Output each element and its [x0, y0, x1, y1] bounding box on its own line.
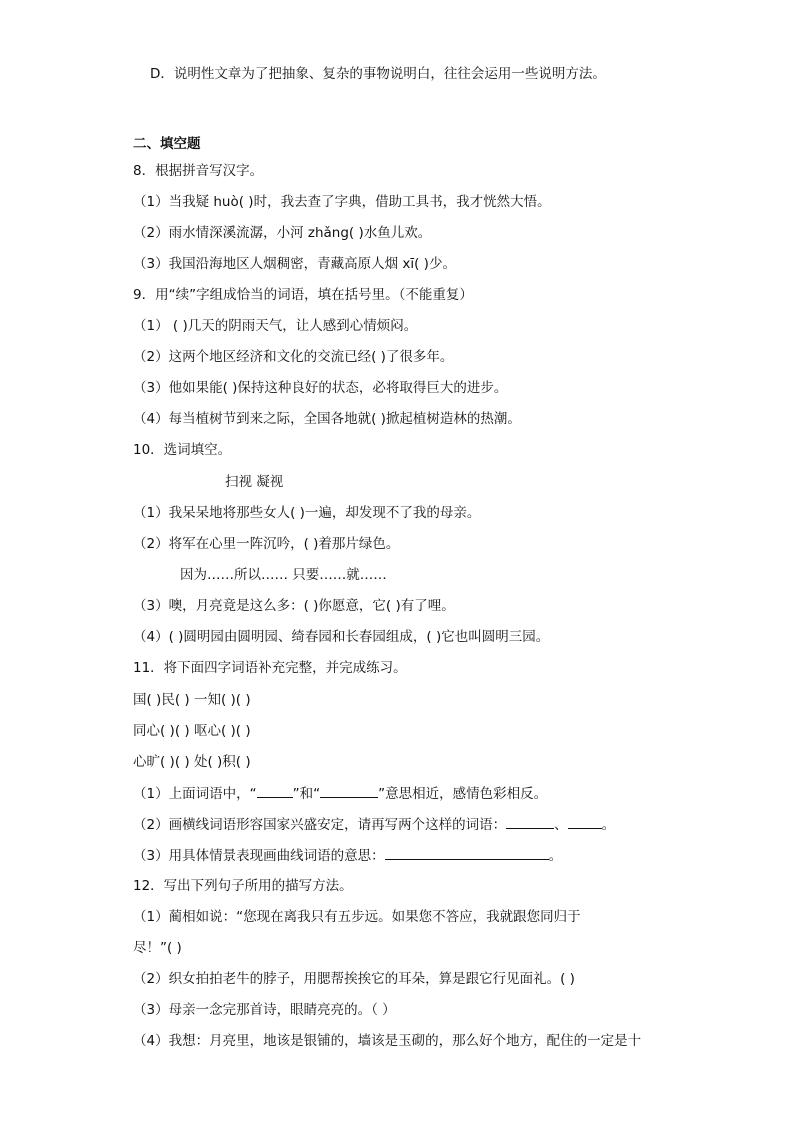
- question-11-item-3: [133, 845, 562, 866]
- option-d-text: D．说明性文章为了把抽象、复杂的事物说明白，往往会运用一些说明方法。: [150, 66, 606, 82]
- item-text: ”和“: [292, 786, 321, 802]
- question-9-item-4: （4）每当植树节到来之际，全国各地就( )掀起植树造林的热潮。: [133, 411, 521, 427]
- idiom-row-2: 同心( )( ) 呕心( )( ): [133, 723, 251, 739]
- item-text: 、: [554, 817, 568, 833]
- question-10-item-1: （1）我呆呆地将那些女人( )一遍，却发现不了我的母亲。: [133, 505, 481, 521]
- idiom-row-1: 国( )民( ) 一知( )( ): [133, 692, 251, 708]
- item-text: 。: [601, 817, 616, 833]
- question-11-item-1: [133, 783, 547, 804]
- answer-blank[interactable]: [385, 845, 549, 860]
- word-choice-group-2: 因为……所以…… 只要……就……: [180, 567, 387, 583]
- item-text: （1）上面词语中，“: [133, 786, 257, 802]
- item-text: 。: [548, 848, 563, 864]
- question-10-item-4: （4）( )圆明园由圆明园、绮春园和长春园组成，( )它也叫圆明三园。: [133, 629, 550, 645]
- question-9-item-2: （2）这两个地区经济和文化的交流已经( )了很多年。: [133, 349, 454, 365]
- question-12-item-1-cont: 尽！”( ): [133, 940, 182, 956]
- word-choice-group-1: 扫视 凝视: [225, 474, 284, 490]
- question-8-item-1: （1）当我疑 huò( )时，我去查了字典，借助工具书，我才恍然大悟。: [133, 194, 551, 210]
- item-text: ”意思相近，感情色彩相反。: [378, 786, 548, 802]
- question-10-title: 10．选词填空。: [133, 442, 232, 458]
- answer-blank[interactable]: [257, 783, 293, 798]
- question-12-item-3: （3）母亲一念完那首诗，眼睛亮亮的。（ ）: [133, 1002, 396, 1018]
- question-11-item-2: [133, 814, 615, 835]
- question-9-title: 9．用“续”字组成恰当的词语，填在括号里。（不能重复）: [133, 287, 473, 303]
- question-9-item-3: （3）他如果能( )保持这种良好的状态，必将取得巨大的进步。: [133, 380, 508, 396]
- question-12-title: 12．写出下列句子所用的描写方法。: [133, 878, 353, 894]
- question-10-item-3: （3）噢，月亮竟是这么多：( )你愿意，它( )有了哩。: [133, 598, 455, 614]
- question-12-item-1: （1）蔺相如说：“您现在离我只有五步远。如果您不答应，我就跟您同归于: [133, 909, 581, 925]
- question-8-title: 8．根据拼音写汉字。: [133, 163, 264, 179]
- item-text: （2）画横线词语形容国家兴盛安定，请再写两个这样的词语：: [133, 817, 507, 833]
- section-heading: 二、填空题: [133, 136, 201, 152]
- question-10-item-2: （2）将军在心里一阵沉吟，( )着那片绿色。: [133, 536, 400, 552]
- question-8-item-2: （2）雨水情深溪流潺，小河 zhǎng( )水鱼儿欢。: [133, 225, 432, 241]
- question-8-item-3: （3）我国沿海地区人烟稠密，青藏高原人烟 xī( )少。: [133, 256, 456, 272]
- answer-blank[interactable]: [506, 814, 554, 829]
- idiom-row-3: 心旷( )( ) 处( )积( ): [133, 754, 251, 770]
- question-12-item-2: （2）织女拍拍老牛的脖子，用腮帮挨挨它的耳朵，算是跟它行见面礼。( ): [133, 971, 575, 987]
- answer-blank[interactable]: [568, 814, 602, 829]
- question-9-item-1: （1） ( )几天的阴雨天气，让人感到心情烦闷。: [133, 318, 418, 334]
- item-text: （3）用具体情景表现画曲线词语的意思：: [133, 848, 385, 864]
- question-11-title: 11．将下面四字词语补充完整，并完成练习。: [133, 660, 407, 676]
- question-12-item-4: （4）我想：月亮里，地该是银铺的，墙该是玉砌的，那么好个地方，配住的一定是十: [133, 1033, 642, 1049]
- answer-blank[interactable]: [320, 783, 378, 798]
